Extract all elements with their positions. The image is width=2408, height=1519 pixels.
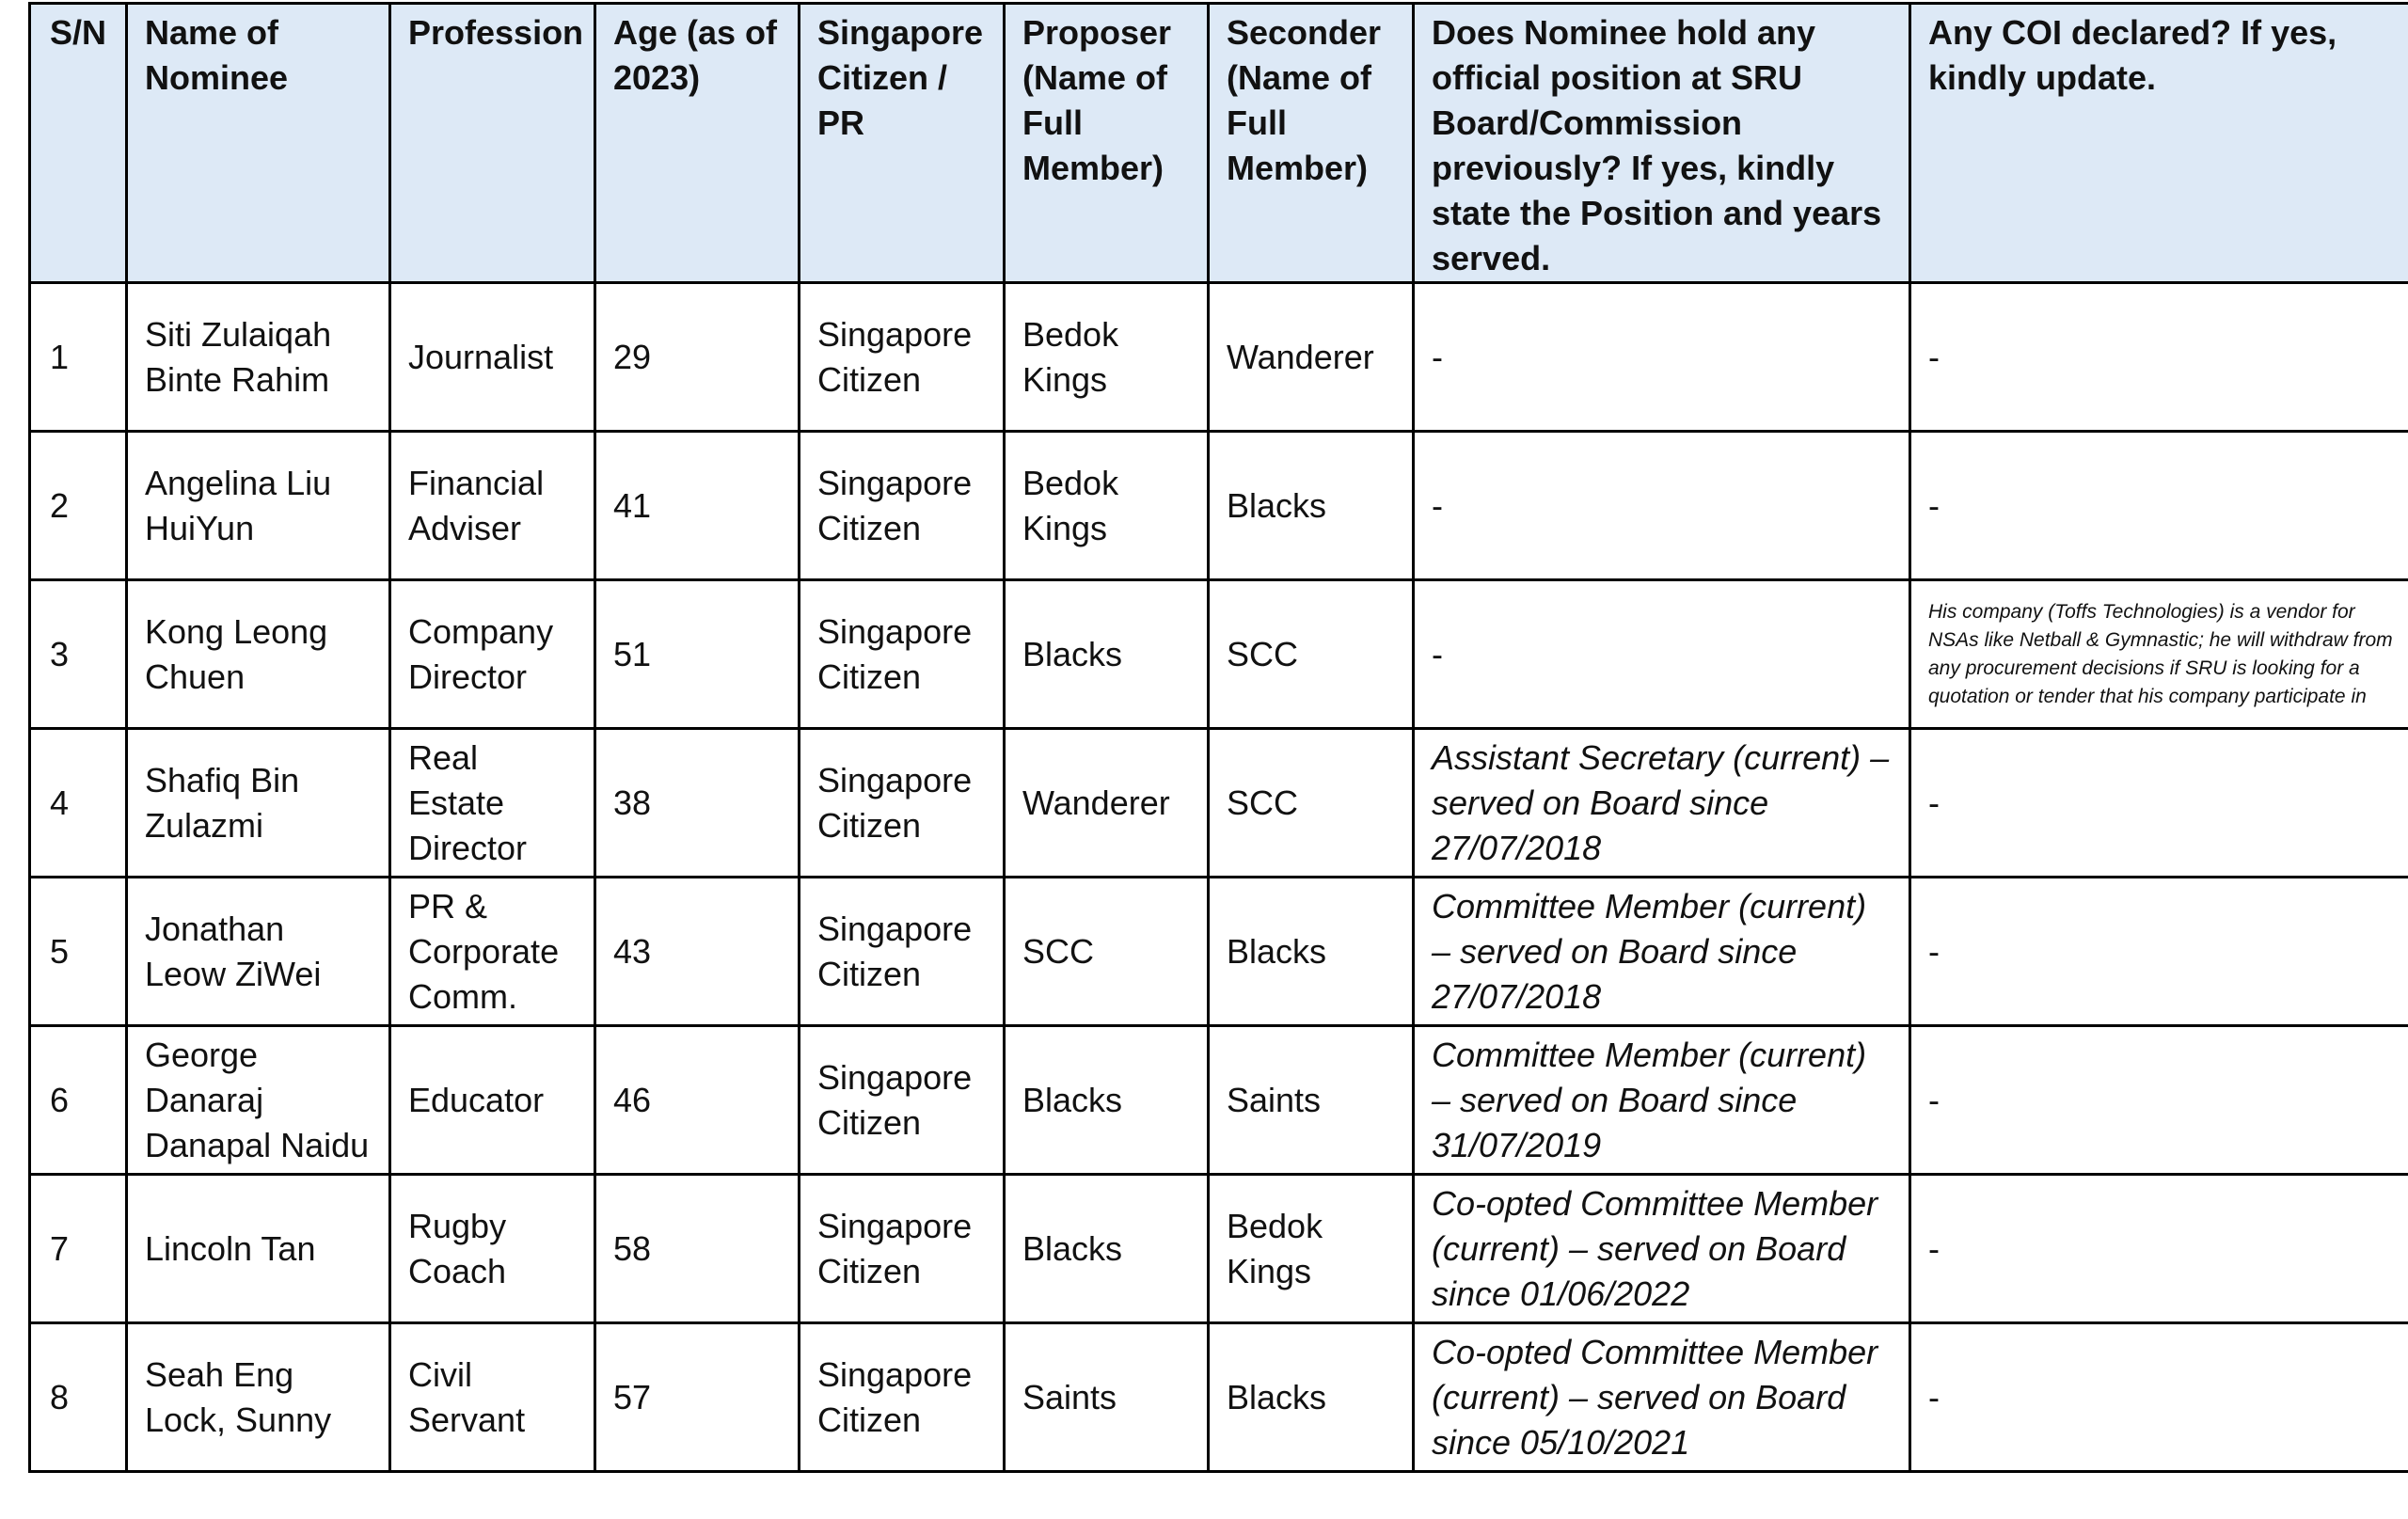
- header-proposer: Proposer (Name of Full Member): [1005, 4, 1209, 283]
- table-row: [30, 283, 2408, 432]
- cell-position: -: [1414, 283, 1910, 432]
- cell-profession: Real Estate Director: [390, 729, 595, 878]
- cell-citizenship: Singapore Citizen: [800, 432, 1005, 580]
- table-row: [30, 1323, 2408, 1472]
- cell-sn: 1: [30, 283, 127, 432]
- cell-seconder: Blacks: [1209, 432, 1414, 580]
- table-row: [30, 432, 2408, 580]
- cell-position: -: [1414, 580, 1910, 729]
- cell-name: Kong Leong Chuen: [127, 580, 390, 729]
- cell-name: Angelina Liu HuiYun: [127, 432, 390, 580]
- cell-name: George Danaraj Danapal Naidu: [127, 1026, 390, 1175]
- cell-sn: 7: [30, 1175, 127, 1323]
- cell-coi: -: [1910, 432, 2408, 580]
- header-age: Age (as of 2023): [595, 4, 800, 283]
- cell-coi: His company (Toffs Technologies) is a vendor for NSAs like Netball & Gymnastic; he will withdraw from any procurement decisions if SRU is looking for a quotation or tender that his company participate in: [1910, 580, 2408, 729]
- header-sn: S/N: [30, 4, 127, 283]
- cell-proposer: Wanderer: [1005, 729, 1209, 878]
- cell-position: Assistant Secretary (current) – served on Board since 27/07/2018: [1414, 729, 1910, 878]
- cell-proposer: Blacks: [1005, 1175, 1209, 1323]
- cell-seconder: Blacks: [1209, 878, 1414, 1026]
- cell-coi: -: [1910, 729, 2408, 878]
- cell-age: 38: [595, 729, 800, 878]
- cell-profession: Civil Servant: [390, 1323, 595, 1472]
- cell-proposer: Bedok Kings: [1005, 283, 1209, 432]
- header-citizenship: Singapore Citizen / PR: [800, 4, 1005, 283]
- table-header: [30, 4, 2408, 283]
- cell-profession: Company Director: [390, 580, 595, 729]
- cell-position: Co-opted Committee Member (current) – served on Board since 01/06/2022: [1414, 1175, 1910, 1323]
- cell-seconder: Saints: [1209, 1026, 1414, 1175]
- cell-citizenship: Singapore Citizen: [800, 1026, 1005, 1175]
- cell-profession: Rugby Coach: [390, 1175, 595, 1323]
- header-coi: Any COI declared? If yes, kindly update.: [1910, 4, 2408, 283]
- cell-proposer: Blacks: [1005, 580, 1209, 729]
- cell-age: 57: [595, 1323, 800, 1472]
- header-name: Name of Nominee: [127, 4, 390, 283]
- cell-coi: -: [1910, 878, 2408, 1026]
- cell-citizenship: Singapore Citizen: [800, 1323, 1005, 1472]
- cell-profession: Journalist: [390, 283, 595, 432]
- cell-sn: 5: [30, 878, 127, 1026]
- cell-sn: 2: [30, 432, 127, 580]
- cell-profession: PR & Corporate Comm.: [390, 878, 595, 1026]
- table-row: [30, 580, 2408, 729]
- cell-position: Co-opted Committee Member (current) – served on Board since 05/10/2021: [1414, 1323, 1910, 1472]
- cell-seconder: Bedok Kings: [1209, 1175, 1414, 1323]
- cell-age: 29: [595, 283, 800, 432]
- cell-profession: Financial Adviser: [390, 432, 595, 580]
- cell-age: 46: [595, 1026, 800, 1175]
- cell-position: Committee Member (current) – served on Board since 27/07/2018: [1414, 878, 1910, 1026]
- cell-sn: 8: [30, 1323, 127, 1472]
- cell-citizenship: Singapore Citizen: [800, 878, 1005, 1026]
- cell-seconder: Blacks: [1209, 1323, 1414, 1472]
- cell-name: Lincoln Tan: [127, 1175, 390, 1323]
- table-row: [30, 1175, 2408, 1323]
- cell-seconder: SCC: [1209, 729, 1414, 878]
- cell-seconder: SCC: [1209, 580, 1414, 729]
- header-profession: Profession: [390, 4, 595, 283]
- header-row: [30, 4, 2408, 283]
- cell-coi: -: [1910, 1323, 2408, 1472]
- cell-name: Seah Eng Lock, Sunny: [127, 1323, 390, 1472]
- cell-citizenship: Singapore Citizen: [800, 1175, 1005, 1323]
- cell-name: Siti Zulaiqah Binte Rahim: [127, 283, 390, 432]
- cell-position: -: [1414, 432, 1910, 580]
- cell-sn: 6: [30, 1026, 127, 1175]
- cell-proposer: SCC: [1005, 878, 1209, 1026]
- cell-coi: -: [1910, 1175, 2408, 1323]
- cell-age: 41: [595, 432, 800, 580]
- cell-proposer: Bedok Kings: [1005, 432, 1209, 580]
- cell-name: Shafiq Bin Zulazmi: [127, 729, 390, 878]
- table-body: [30, 283, 2408, 1472]
- table-row: [30, 878, 2408, 1026]
- cell-age: 51: [595, 580, 800, 729]
- cell-coi: -: [1910, 283, 2408, 432]
- cell-profession: Educator: [390, 1026, 595, 1175]
- cell-proposer: Saints: [1005, 1323, 1209, 1472]
- cell-sn: 3: [30, 580, 127, 729]
- header-seconder: Seconder (Name of Full Member): [1209, 4, 1414, 283]
- cell-age: 43: [595, 878, 800, 1026]
- table-row: [30, 729, 2408, 878]
- cell-name: Jonathan Leow ZiWei: [127, 878, 390, 1026]
- cell-citizenship: Singapore Citizen: [800, 729, 1005, 878]
- nominees-table: [28, 2, 2408, 1473]
- cell-seconder: Wanderer: [1209, 283, 1414, 432]
- cell-position: Committee Member (current) – served on Board since 31/07/2019: [1414, 1026, 1910, 1175]
- cell-citizenship: Singapore Citizen: [800, 580, 1005, 729]
- cell-coi: -: [1910, 1026, 2408, 1175]
- table-row: [30, 1026, 2408, 1175]
- cell-age: 58: [595, 1175, 800, 1323]
- header-position: Does Nominee hold any official position at SRU Board/Commission previously? If yes, kindly state the Position and years served.: [1414, 4, 1910, 283]
- cell-citizenship: Singapore Citizen: [800, 283, 1005, 432]
- cell-sn: 4: [30, 729, 127, 878]
- cell-proposer: Blacks: [1005, 1026, 1209, 1175]
